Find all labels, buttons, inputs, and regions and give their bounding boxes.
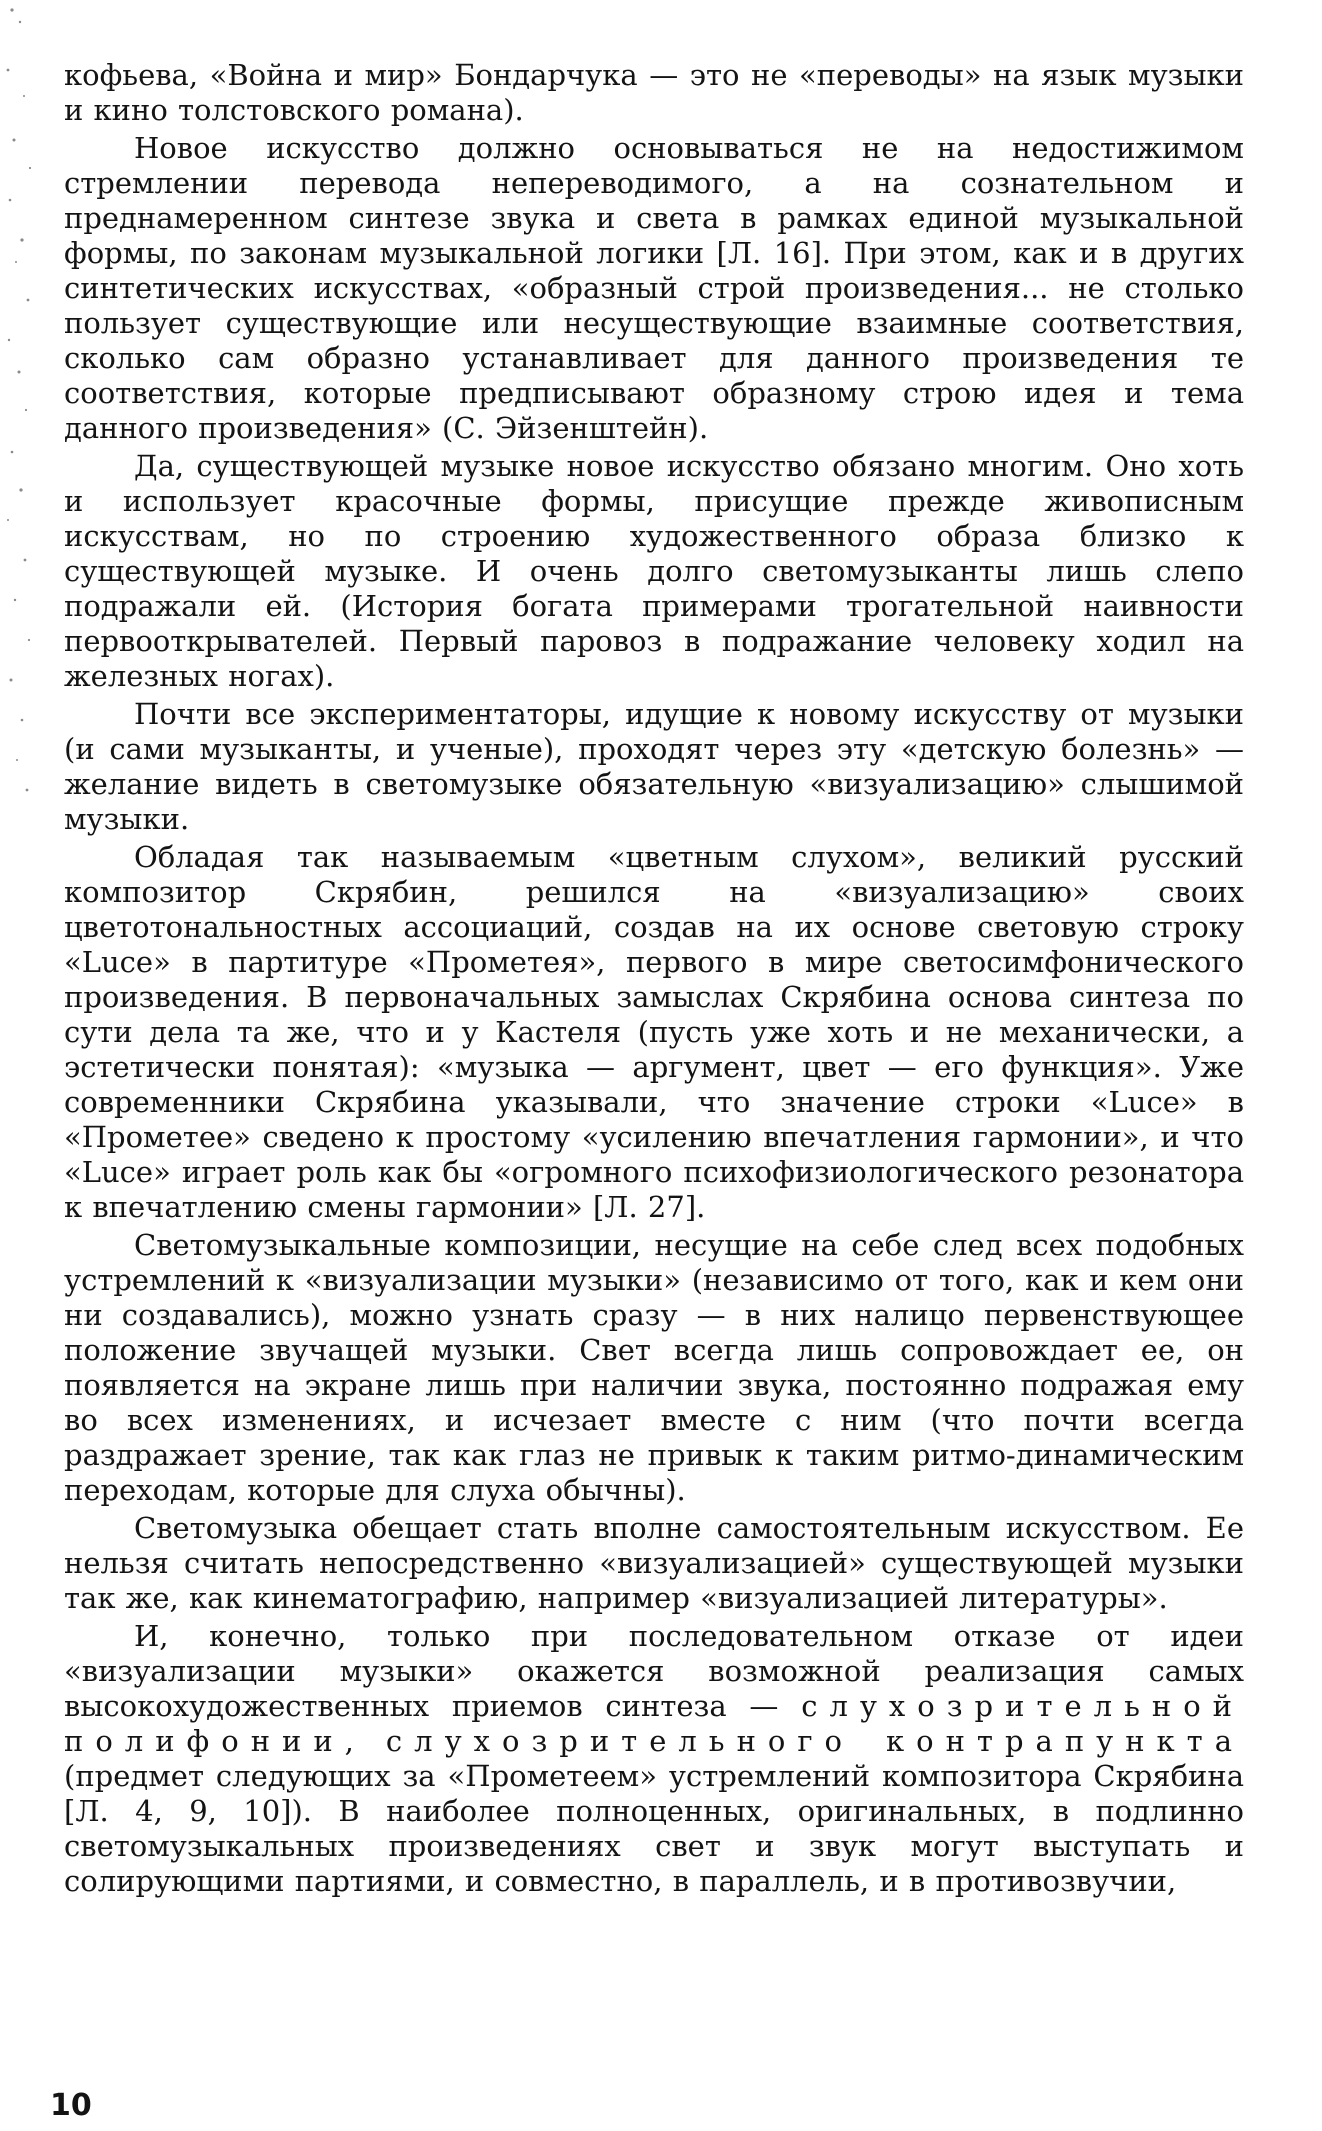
- paragraph-3: Да, существующей музыке новое искусство обязано многим. Оно хоть и использует красочные формы, присущие прежде живописным искусствам, но по строению художественного образа близко к существующей музыке. И очень долго светомузыканты лишь слепо подражали ей. (История богата примерами трогательной наивности первооткрывателей. Первый паровоз в подражание человеку ходил на железных ногах).: [64, 449, 1244, 693]
- spaced-emphasis-counterpoint: слухозрительного контрапункта: [385, 1724, 1244, 1758]
- paragraph-7: Светомузыка обещает стать вполне самостоятельным искусством. Ее нельзя считать непосредственно «визуализацией» существующей музыки так же, как кинематографию, например «визуализацией литературы».: [64, 1511, 1244, 1615]
- paragraph-8: [64, 1619, 1244, 1899]
- book-page-text: [64, 58, 1244, 1899]
- page-number: 10: [50, 2088, 92, 2123]
- paragraph-2: Новое искусство должно основываться не на недостижимом стремлении перевода непереводимого, а на сознательном и преднамеренном синтезе звука и света в рамках единой музыкальной формы, по законам музыкальной логики [Л. 16]. При этом, как и в других синтетических искусствах, «образный строй произведения... не столько пользует существующие или несуществующие взаимные соответствия, сколько сам образно устанавливает для данного произведения те соответствия, которые предписывают образному строю идея и тема данного произведения» (С. Эйзенштейн).: [64, 131, 1244, 445]
- paragraph-6: Светомузыкальные композиции, несущие на себе след всех подобных устремлений к «визуализации музыки» (независимо от того, как и кем они ни создавались), можно узнать сразу — в них налицо первенствующее положение звучащей музыки. Свет всегда лишь сопровождает ее, он появляется на экране лишь при наличии звука, постоянно подражая ему во всех изменениях, и исчезает вместе с ним (что почти всегда раздражает зрение, так как глаз не привык к таким ритмо-динамическим переходам, которые для слуха обычны).: [64, 1228, 1244, 1507]
- paragraph-8-text-end: (предмет следующих за «Прометеем» устремлений композитора Скрябина [Л. 4, 9, 10]). В наиболее полноценных, оригинальных, в подлинно светомузыкальных произведениях свет и звук могут выступать и солирующими партиями, и совместно, в параллель, и в противозвучии,: [64, 1759, 1244, 1898]
- paragraph-8-text-start: И, конечно, только при последовательном отказе от идеи «визуализации музыки» окажется возможной реализация самых высокохудожественных приемов синтеза —: [64, 1619, 1244, 1723]
- paragraph-4: Почти все экспериментаторы, идущие к новому искусству от музыки (и сами музыканты, и ученые), проходят через эту «детскую болезнь» — желание видеть в светомузыке обязательную «визуализацию» слышимой музыки.: [64, 697, 1244, 836]
- spaced-emphasis-polyphony: слухозрительной полифонии,: [64, 1689, 1244, 1758]
- paragraph-5: Обладая так называемым «цветным слухом», великий русский композитор Скрябин, решился на «визуализацию» своих цветотональностных ассоциаций, создав на их основе световую строку «Luce» в партитуре «Прометея», первого в мире светосимфонического произведения. В первоначальных замыслах Скрябина основа синтеза по сути дела та же, что и у Кастеля (пусть уже хоть и не механически, а эстетически понятая): «музыка — аргумент, цвет — его функция». Уже современники Скрябина указывали, что значение строки «Luce» в «Прометее» сведено к простому «усилению впечатления гармонии», и что «Luce» играет роль как бы «огромного психофизиологического резонатора к впечатлению смены гармонии» [Л. 27].: [64, 840, 1244, 1224]
- paragraph-1: кофьева, «Война и мир» Бондарчука — это не «переводы» на язык музыки и кино толстовского романа).: [64, 58, 1244, 127]
- scan-edge-noise: [0, 0, 38, 860]
